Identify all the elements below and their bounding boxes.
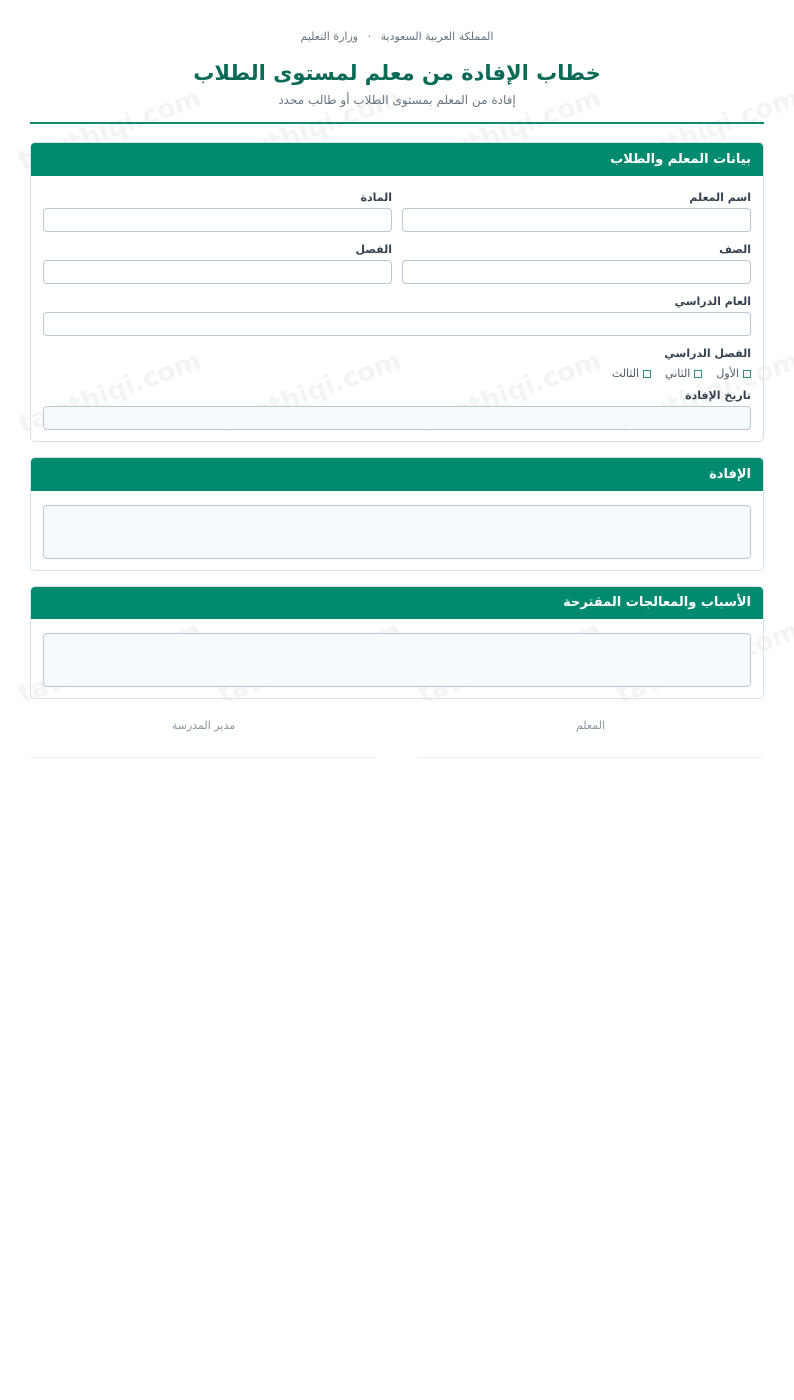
academic-year-input[interactable] bbox=[43, 312, 751, 336]
page-subtitle: إفادة من المعلم بمستوى الطلاب أو طالب محدد bbox=[278, 93, 516, 107]
section-info-body bbox=[31, 176, 763, 441]
academic-year-label: العام الدراسي bbox=[674, 295, 751, 308]
country-name: المملكة العربية السعودية bbox=[380, 30, 494, 43]
subject-input[interactable] bbox=[43, 208, 392, 232]
section-statement-body bbox=[31, 491, 763, 570]
section-statement-title: الإفادة bbox=[31, 458, 763, 491]
term-option-label: الثالث bbox=[611, 367, 640, 380]
teacher-signature bbox=[417, 717, 764, 758]
class-input[interactable] bbox=[43, 260, 392, 284]
date-label: تاريخ الإفادة bbox=[685, 389, 751, 402]
date-input[interactable] bbox=[43, 406, 751, 430]
header-org-line bbox=[30, 28, 764, 46]
principal-signature-label: مدير المدرسة bbox=[171, 719, 236, 732]
term-label: الفصل الدراسي bbox=[664, 347, 751, 360]
teacher-signature-label: المعلم bbox=[575, 719, 606, 732]
term-option-third[interactable] bbox=[612, 364, 651, 384]
section-reasons bbox=[30, 586, 764, 699]
page-title: خطاب الإفادة من معلم لمستوى الطلاب bbox=[193, 61, 601, 85]
term-options bbox=[43, 364, 751, 384]
form-row bbox=[43, 188, 751, 240]
reasons-textarea[interactable] bbox=[43, 633, 751, 687]
form-row bbox=[43, 240, 751, 292]
section-reasons-title: الأسباب والمعالجات المقترحة bbox=[31, 587, 763, 619]
separator: · bbox=[367, 30, 372, 43]
class-field bbox=[43, 240, 392, 284]
grade-label: الصف bbox=[719, 243, 751, 256]
class-label: الفصل bbox=[355, 243, 392, 256]
section-info bbox=[30, 142, 764, 442]
section-reasons-body bbox=[31, 619, 763, 698]
term-option-second[interactable] bbox=[665, 364, 702, 384]
statement-textarea[interactable] bbox=[43, 505, 751, 559]
ministry-name: وزارة التعليم bbox=[300, 30, 359, 43]
teacher-name-input[interactable] bbox=[402, 208, 751, 232]
grade-input[interactable] bbox=[402, 260, 751, 284]
document-page bbox=[30, 0, 764, 758]
term-field bbox=[43, 344, 751, 384]
checkbox-icon bbox=[743, 370, 751, 378]
date-field bbox=[43, 386, 751, 430]
signatures-area bbox=[30, 717, 764, 758]
section-info-title: بيانات المعلم والطلاب bbox=[31, 143, 763, 176]
term-option-first[interactable] bbox=[716, 364, 751, 384]
teacher-name-label: اسم المعلم bbox=[689, 191, 751, 204]
subject-field bbox=[43, 188, 392, 232]
section-statement bbox=[30, 457, 764, 571]
academic-year-field bbox=[43, 292, 751, 336]
checkbox-icon bbox=[643, 370, 651, 378]
grade-field bbox=[402, 240, 751, 284]
term-option-label: الثاني bbox=[665, 367, 691, 380]
subject-label: المادة bbox=[360, 191, 392, 204]
principal-signature bbox=[30, 717, 377, 758]
teacher-name-field bbox=[402, 188, 751, 232]
signature-line bbox=[30, 757, 377, 758]
signature-line bbox=[417, 757, 764, 758]
term-option-label: الأول bbox=[716, 367, 739, 380]
checkbox-icon bbox=[694, 370, 702, 378]
header-divider bbox=[30, 122, 764, 124]
